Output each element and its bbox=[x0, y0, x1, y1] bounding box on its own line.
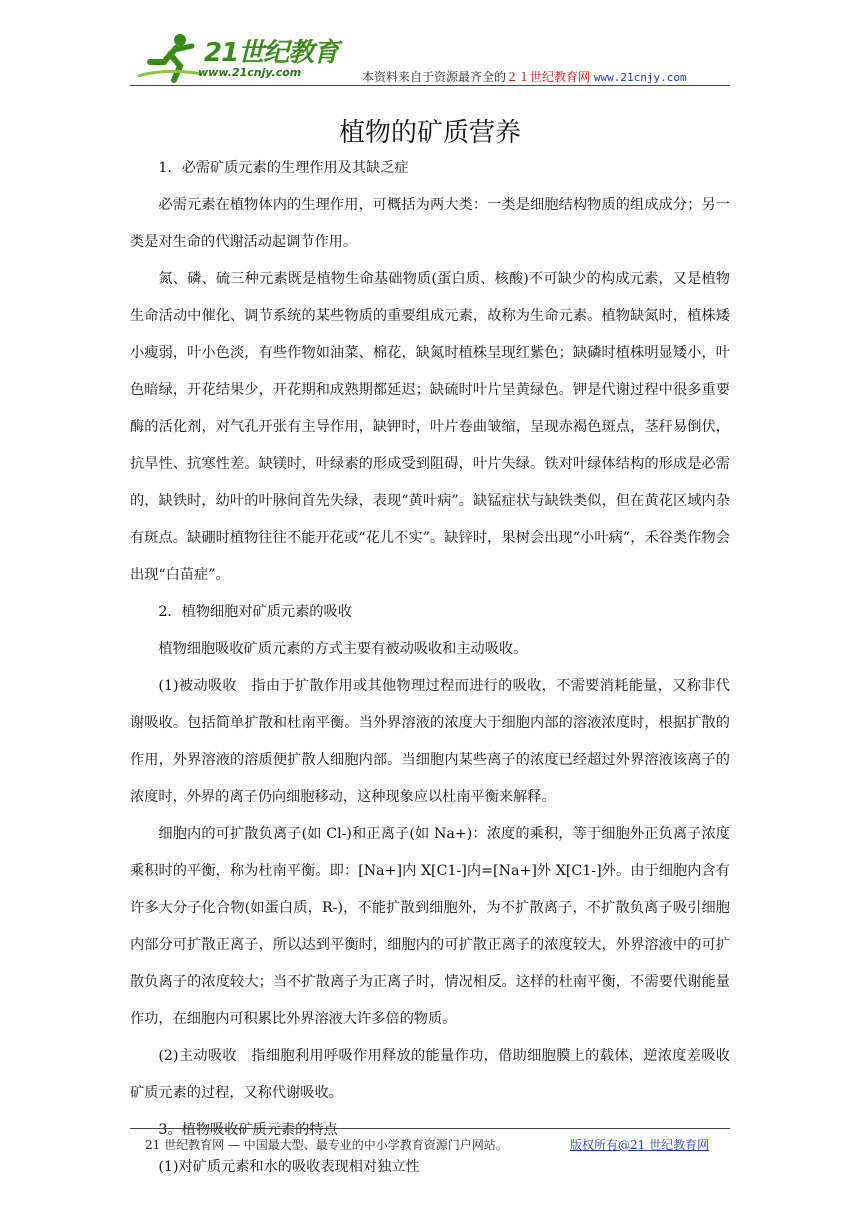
paragraph: (2)主动吸收 指细胞利用呼吸作用释放的能量作功，借助细胞膜上的载体，逆浓度差吸收矿质元素的过程，又称代谢吸收。 bbox=[130, 1048, 730, 1101]
paragraph: 必需元素在植物体内的生理作用，可概括为两大类：一类是细胞结构物质的组成成分；另一类是对生命的代谢活动起调节作用。 bbox=[130, 197, 730, 250]
site-logo[interactable] bbox=[136, 32, 346, 84]
paragraph: 细胞内的可扩散负离子(如 Cl-)和正离子(如 Na+)：浓度的乘积，等于细胞外正负离子浓度乘积时的平衡，称为杜南平衡。即：[Na+]内 X[C1-]内=[Na+]外 X[C1-]外。由于细胞内含有许多大分子化合物(如蛋白质，R-)，不能扩散到细胞外，为不扩散离子，不扩散负离子吸引细胞内部分可扩散正离子，所以达到平衡时，细胞内的可扩散正离子的浓度较大，外界溶液中的可扩散负离子的浓度较大；当不扩散离子为正离子时，情况相反。这样的杜南平衡，不需要代谢能量作功，在细胞内可积累比外界溶液大许多倍的物质。 bbox=[130, 826, 730, 1027]
page-header bbox=[130, 30, 730, 86]
section-heading-3: 3。植物吸收矿质元素的特点 bbox=[158, 1122, 338, 1138]
logo-text: 21世纪教育 bbox=[204, 38, 339, 68]
header-tagline bbox=[362, 68, 687, 85]
document-body bbox=[130, 150, 730, 1186]
footer-divider bbox=[130, 1128, 730, 1129]
section-heading-2: 2．植物细胞对矿质元素的吸收 bbox=[158, 604, 352, 620]
header-site-link[interactable]: ２１世纪教育网 bbox=[506, 70, 591, 84]
paragraph: (1)对矿质元素和水的吸收表现相对独立性 bbox=[158, 1159, 420, 1175]
footer-copyright-link[interactable]: 版权所有@21 世纪教育网 bbox=[570, 1138, 710, 1152]
header-url-link[interactable]: www.21cnjy.com bbox=[593, 71, 687, 84]
runner-logo-icon bbox=[136, 32, 206, 84]
paragraph: 氮、磷、硫三种元素既是植物生命基础物质(蛋白质、核酸)不可缺少的构成元素，又是植物生命活动中催化、调节系统的某些物质的重要组成元素，故称为生命元素。植物缺氮时，植株矮小瘦弱，叶小色淡，有些作物如油菜、棉花，缺氮时植株呈现红紫色；缺磷时植株明显矮小，叶色暗绿，开花结果少，开花期和成熟期都延迟；缺硫时叶片呈黄绿色。钾是代谢过程中很多重要酶的活化剂，对气孔开张有主导作用，缺钾时，叶片卷曲皱缩，呈现赤褐色斑点，茎秆易倒伏，抗旱性、抗寒性差。缺镁时，叶绿素的形成受到阻碍，叶片失绿。铁对叶绿体结构的形成是必需的，缺铁时，幼叶的叶脉间首先失绿，表现“黄叶病”。缺锰症状与缺铁类似，但在黄花区域内杂有斑点。缺硼时植物往往不能开花或“花儿不实”。缺锌时，果树会出现“小叶病”，禾谷类作物会出现“白苗症”。 bbox=[130, 271, 730, 583]
section-heading-1: 1．必需矿质元素的生理作用及其缺乏症 bbox=[158, 160, 409, 176]
footer-text: 21 世纪教育网 — 中国最大型、最专业的中小学教育资源门户网站。 bbox=[145, 1138, 508, 1152]
logo-url: www.21cnjy.com bbox=[198, 66, 302, 79]
paragraph: 植物细胞吸收矿质元素的方式主要有被动吸收和主动吸收。 bbox=[158, 641, 528, 657]
header-divider bbox=[130, 85, 730, 86]
paragraph: (1)被动吸收 指由于扩散作用或其他物理过程而进行的吸收，不需要消耗能量，又称非代谢吸收。包括简单扩散和杜南平衡。当外界溶液的浓度大于细胞内部的溶液浓度时，根据扩散的作用，外界溶液的溶质便扩散人细胞内部。当细胞内某些离子的浓度已经超过外界溶液该离子的浓度时，外界的离子仍向细胞移动，这种现象应以杜南平衡来解释。 bbox=[130, 678, 730, 805]
header-tag-prefix: 本资料来自于资源最齐全的 bbox=[362, 70, 507, 84]
page-title: 植物的矿质营养 bbox=[338, 118, 521, 148]
page-footer bbox=[145, 1136, 710, 1153]
